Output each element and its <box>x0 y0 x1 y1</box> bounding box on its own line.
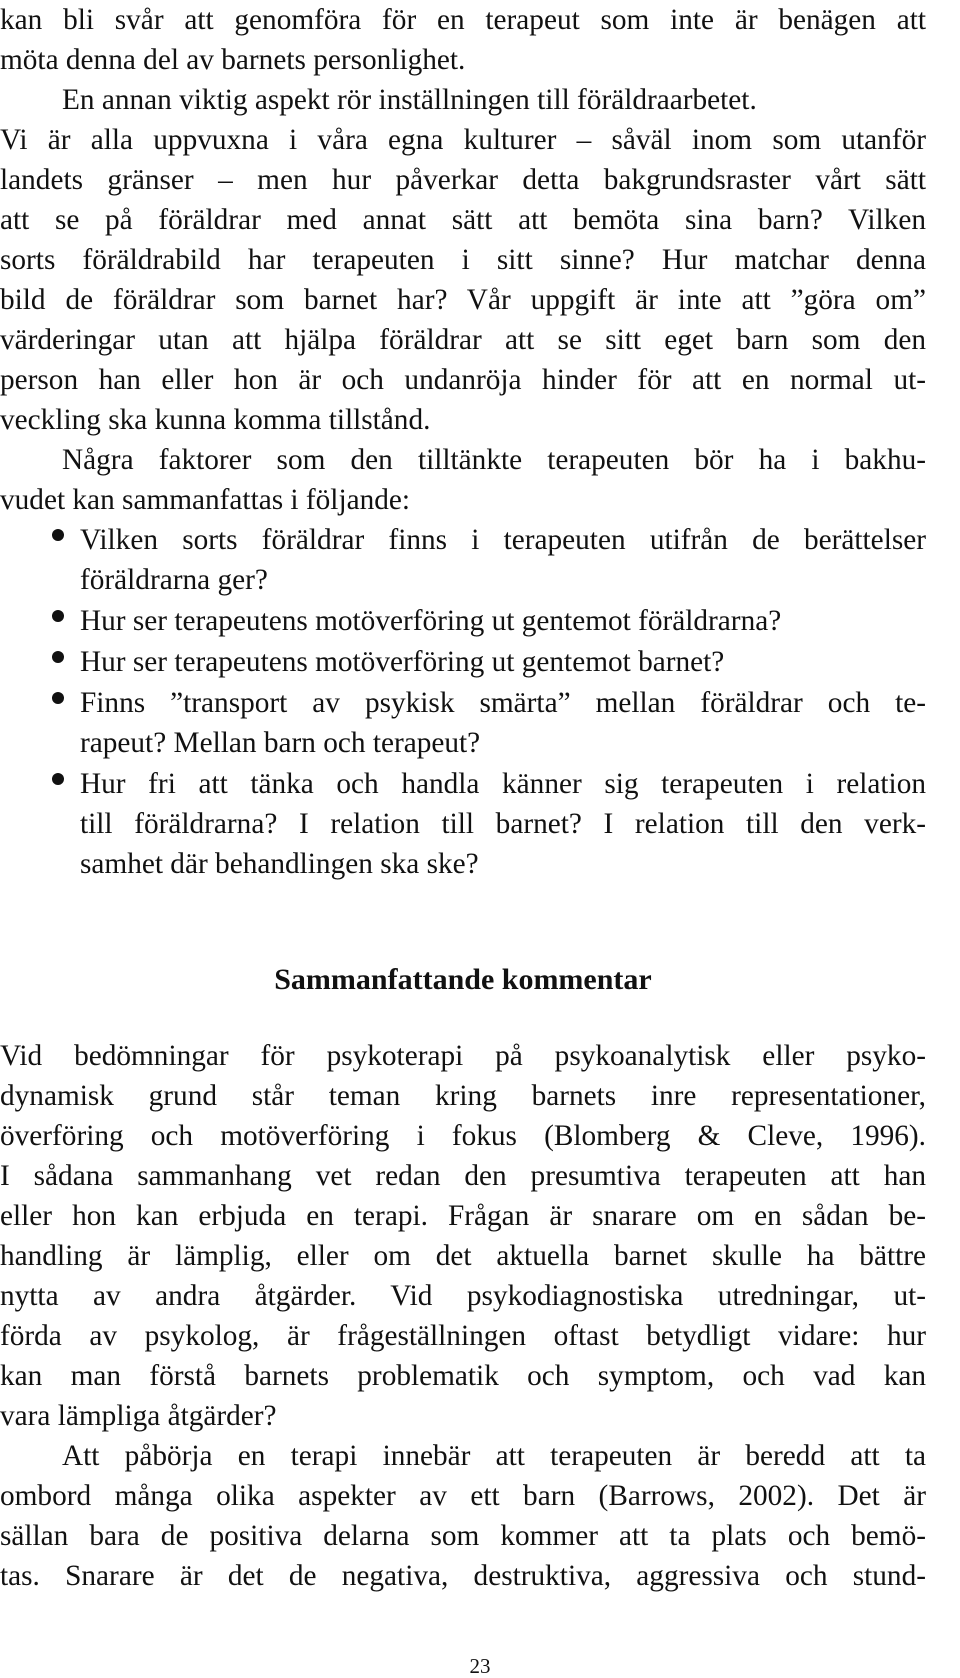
list-item-line: till föräldrarna? I relation till barnet? I relation till den verk- <box>80 808 926 840</box>
bullet-icon <box>52 773 64 785</box>
bullet-icon <box>52 529 64 541</box>
text-line: sorts föräldrabild har terapeuten i sitt sinne? Hur matchar denna <box>0 244 926 276</box>
list-item-line: Hur ser terapeutens motöverföring ut gentemot föräldrarna? <box>80 605 782 637</box>
text-line: ombord många olika aspekter av ett barn (Barrows, 2002). Det är <box>0 1480 926 1512</box>
page-number: 23 <box>469 1654 491 1678</box>
text-line: värderingar utan att hjälpa föräldrar att se sitt eget barn som den <box>0 324 926 356</box>
bullet-icon <box>52 651 64 663</box>
list-item-line: Hur fri att tänka och handla känner sig terapeuten i relation <box>80 768 926 800</box>
text-line: vudet kan sammanfattas i följande: <box>0 484 411 516</box>
bullet-icon <box>52 692 64 704</box>
text-line: nytta av andra åtgärder. Vid psykodiagnostiska utredningar, ut- <box>0 1280 926 1312</box>
text-line: förda av psykolog, är frågeställningen oftast betydligt vidare: hur <box>0 1320 926 1352</box>
text-line: Vi är alla uppvuxna i våra egna kulturer – såväl inom som utanför <box>0 124 926 156</box>
text-line: person han eller hon är och undanröja hinder för att en normal ut- <box>0 364 926 396</box>
text-line: En annan viktig aspekt rör inställningen till föräldraarbetet. <box>62 84 757 116</box>
list-item-line: Finns ”transport av psykisk smärta” mellan föräldrar och te- <box>80 687 926 719</box>
text-line: Några faktorer som den tilltänkte terapeuten bör ha i bakhu- <box>62 444 926 476</box>
text-line: handling är lämplig, eller om det aktuella barnet skulle ha bättre <box>0 1240 926 1272</box>
text-line: bild de föräldrar som barnet har? Vår uppgift är inte att ”göra om” <box>0 284 926 316</box>
text-line: vara lämpliga åtgärder? <box>0 1400 277 1432</box>
list-item-line: samhet där behandlingen ska ske? <box>80 848 479 880</box>
text-line: Att påbörja en terapi innebär att terapeuten är beredd att ta <box>62 1440 926 1472</box>
text-line: sällan bara de positiva delarna som kommer att ta plats och bemö- <box>0 1520 926 1552</box>
text-line: överföring och motöverföring i fokus (Blomberg & Cleve, 1996). <box>0 1120 926 1152</box>
text-line: Vid bedömningar för psykoterapi på psykoanalytisk eller psyko- <box>0 1040 926 1072</box>
list-item-line: föräldrarna ger? <box>80 564 268 596</box>
text-line: tas. Snarare är det de negativa, destruktiva, aggressiva och stund- <box>0 1560 926 1592</box>
text-line: veckling ska kunna komma tillstånd. <box>0 404 431 436</box>
list-item-line: Hur ser terapeutens motöverföring ut gentemot barnet? <box>80 646 725 678</box>
text-line: kan bli svår att genomföra för en terapeut som inte är benägen att <box>0 4 926 36</box>
list-item-line: Vilken sorts föräldrar finns i terapeuten utifrån de berättelser <box>80 524 926 556</box>
text-line: att se på föräldrar med annat sätt att bemöta sina barn? Vilken <box>0 204 926 236</box>
text-line: möta denna del av barnets personlighet. <box>0 44 466 76</box>
bullet-icon <box>52 610 64 622</box>
text-line: eller hon kan erbjuda en terapi. Frågan är snarare om en sådan be- <box>0 1200 926 1232</box>
text-line: I sådana sammanhang vet redan den presumtiva terapeuten att han <box>0 1160 926 1192</box>
text-line: dynamisk grund står teman kring barnets inre representationer, <box>0 1080 926 1112</box>
text-line: kan man förstå barnets problematik och symptom, och vad kan <box>0 1360 926 1392</box>
list-item-line: rapeut? Mellan barn och terapeut? <box>80 727 481 759</box>
text-line: landets gränser – men hur påverkar detta bakgrundsraster vårt sätt <box>0 164 926 196</box>
section-heading: Sammanfattande kommentar <box>274 963 652 996</box>
